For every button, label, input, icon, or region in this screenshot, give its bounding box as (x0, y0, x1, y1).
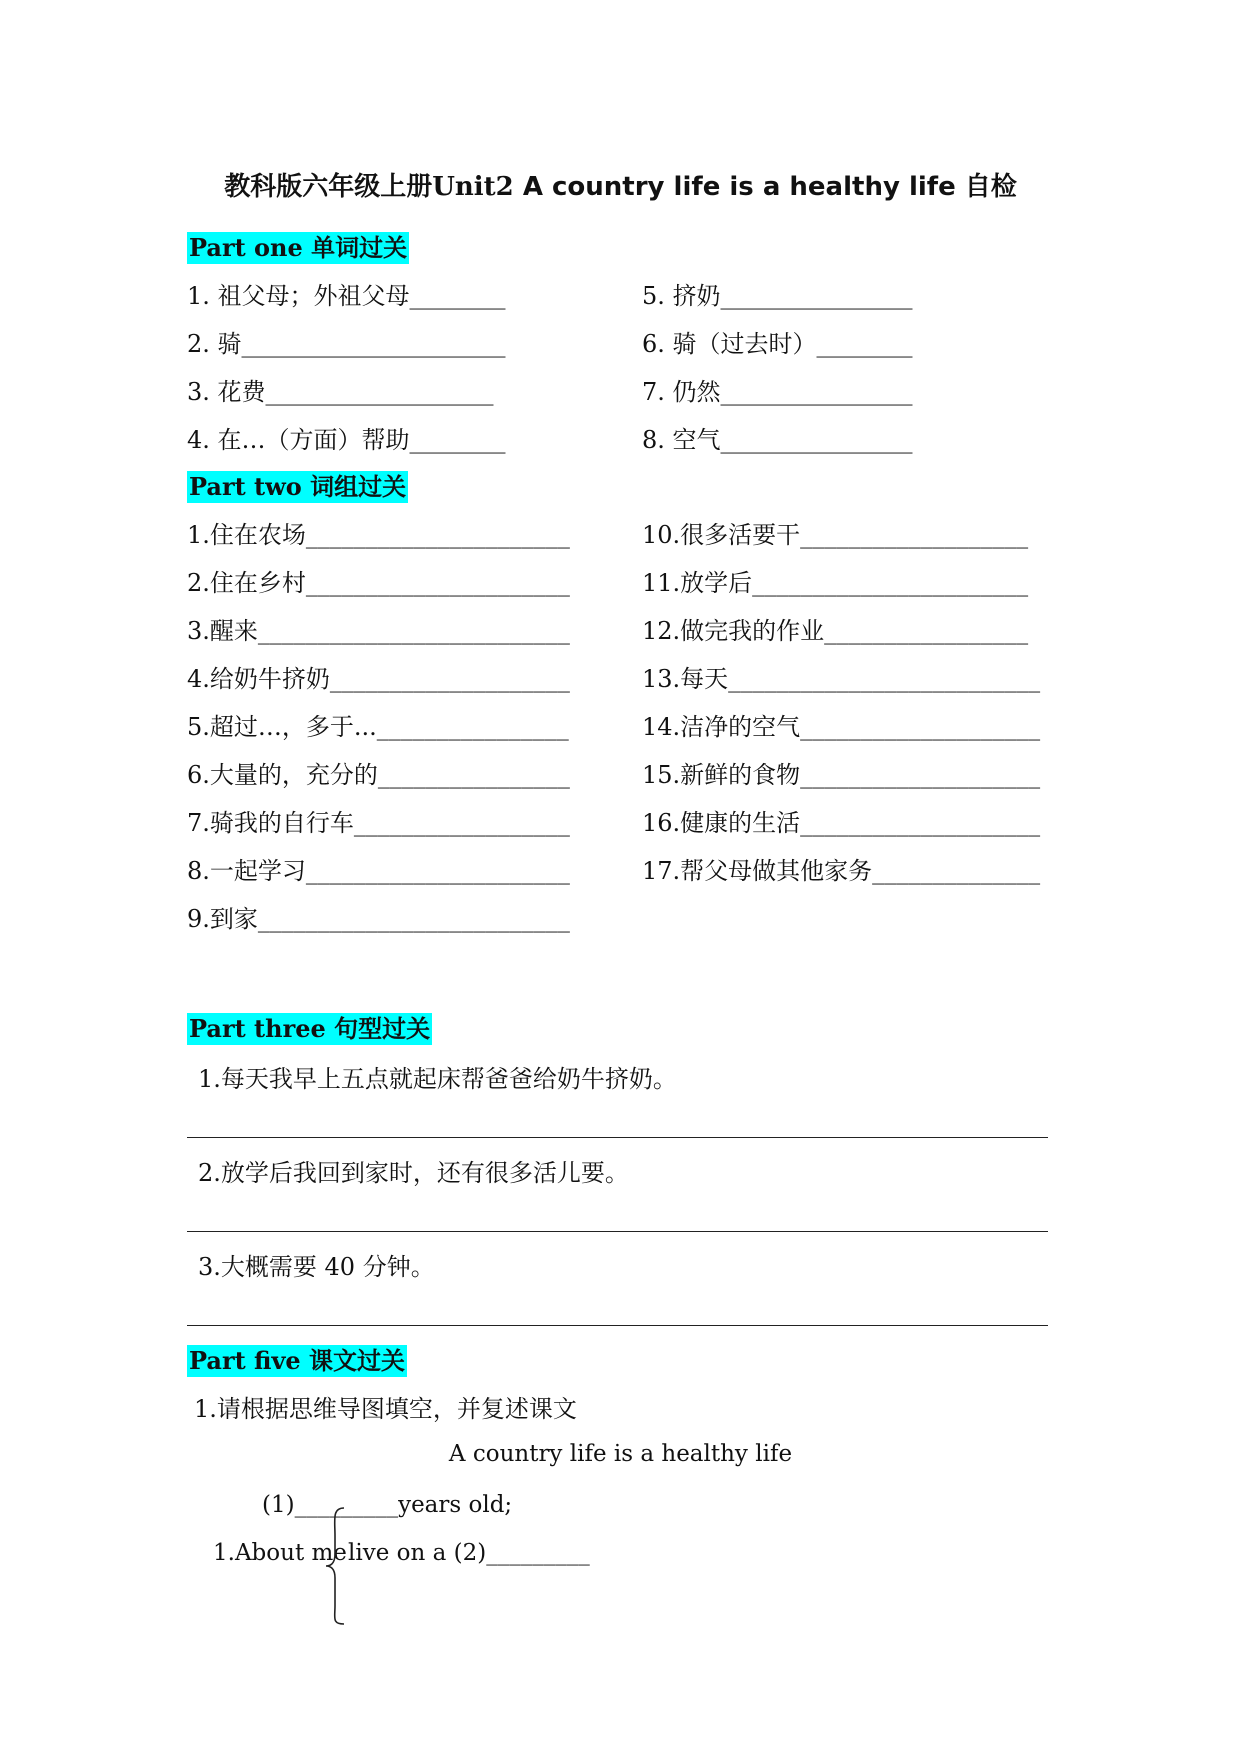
part-two-item-16: 16.健康的生活____________________ (642, 809, 1041, 837)
answer-line-2 (187, 1231, 1048, 1232)
mindmap-title: A country life is a healthy life (448, 1441, 793, 1467)
part-two-item-8: 8.一起学习______________________ (187, 857, 570, 885)
part-two-item-11: 11.放学后_______________________ (642, 569, 1029, 597)
part-two-item-4: 4.给奶牛挤奶____________________ (187, 665, 570, 693)
answer-line-3 (187, 1325, 1048, 1326)
title-suffix: 自检 (964, 172, 1017, 202)
title-prefix: 教科版六年级上册 (224, 172, 433, 202)
part-two-item-6: 6.大量的，充分的________________ (187, 761, 570, 789)
part-two-item-15: 15.新鲜的食物____________________ (642, 761, 1041, 789)
title-english: A country life is a healthy life (513, 172, 965, 202)
part-one-item-1: 1. 祖父母；外祖父母________ (187, 282, 506, 310)
part-one-item-2: 2. 骑______________________ (187, 330, 506, 358)
part-two-item-12: 12.做完我的作业_________________ (642, 617, 1029, 645)
part-one-item-5: 5. 挤奶________________ (642, 282, 913, 310)
part-two-item-9: 9.到家__________________________ (187, 905, 570, 933)
mindmap-item-1: (1)_________years old; (262, 1492, 513, 1518)
title-unit: Unit2 (432, 172, 514, 202)
part-three-sentence-3: 3.大概需要 40 分钟。 (198, 1253, 435, 1281)
curly-brace-icon (320, 1506, 350, 1626)
part-one-item-3: 3. 花费___________________ (187, 378, 494, 406)
part-two-item-7: 7.骑我的自行车__________________ (187, 809, 570, 837)
part-one-item-7: 7. 仍然________________ (642, 378, 913, 406)
part-five-instruction: 1.请根据思维导图填空，并复述课文 (194, 1395, 577, 1423)
part-five-heading: Part five 课文过关 (189, 1346, 406, 1375)
part-two-item-2: 2.住在乡村______________________ (187, 569, 570, 597)
part-two-heading: Part two 词组过关 (189, 472, 407, 501)
part-two-item-3: 3.醒来__________________________ (187, 617, 570, 645)
part-three-sentence-1: 1.每天我早上五点就起床帮爸爸给奶牛挤奶。 (198, 1065, 677, 1093)
part-two-item-13: 13.每天__________________________ (642, 665, 1041, 693)
part-three-heading: Part three 句型过关 (189, 1014, 431, 1043)
part-two-item-1: 1.住在农场______________________ (187, 521, 570, 549)
part-one-item-4: 4. 在…（方面）帮助________ (187, 426, 506, 454)
mindmap-branch-label: 1.About me (213, 1540, 347, 1566)
mindmap-item-2: live on a (2)_________ (348, 1540, 590, 1566)
part-two-item-14: 14.洁净的空气____________________ (642, 713, 1041, 741)
part-one-item-8: 8. 空气________________ (642, 426, 913, 454)
page-title (0, 166, 1241, 203)
part-one-heading: Part one 单词过关 (189, 233, 408, 262)
part-three-sentence-2: 2.放学后我回到家时，还有很多活儿要。 (198, 1159, 629, 1187)
answer-line-1 (187, 1137, 1048, 1138)
part-two-item-10: 10.很多活要干___________________ (642, 521, 1029, 549)
part-two-item-5: 5.超过…，多于...________________ (187, 713, 569, 741)
part-two-item-17: 17.帮父母做其他家务______________ (642, 857, 1041, 885)
part-one-item-6: 6. 骑（过去时）________ (642, 330, 913, 358)
